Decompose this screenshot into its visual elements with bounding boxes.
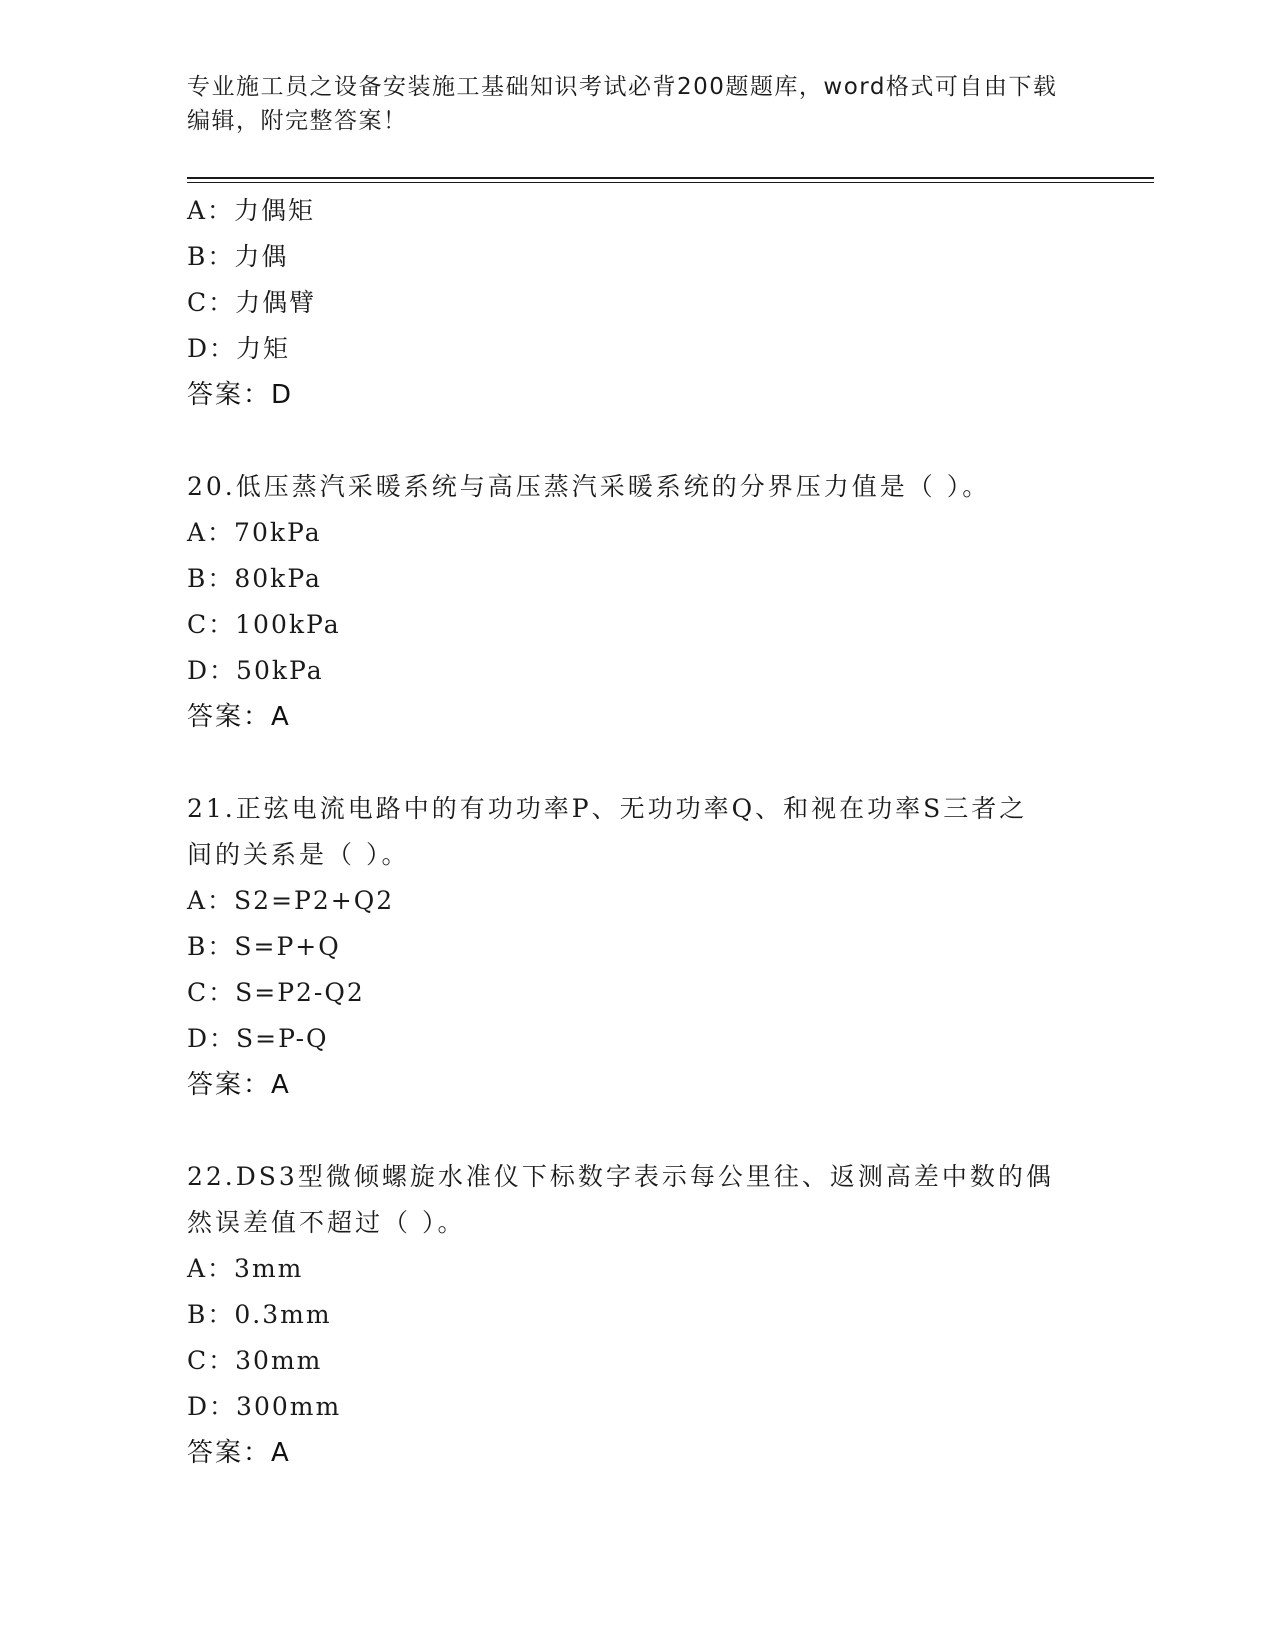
question-block-22 bbox=[187, 1154, 1087, 1476]
option-a: A：S2=P2+Q2 bbox=[187, 886, 395, 915]
option-c: C：力偶臂 bbox=[187, 288, 317, 317]
option-c: C：30mm bbox=[187, 1346, 323, 1375]
answer-line: 答案：A bbox=[187, 1070, 291, 1100]
question-list bbox=[187, 188, 1087, 1476]
option-d: D：50kPa bbox=[187, 656, 324, 685]
answer-line: 答案：A bbox=[187, 702, 291, 732]
option-b: B：0.3mm bbox=[187, 1300, 332, 1329]
option-c: C：S=P2-Q2 bbox=[187, 978, 365, 1007]
spacer bbox=[187, 740, 1087, 786]
spacer bbox=[187, 1108, 1087, 1154]
question-text-line-2: 间的关系是（ ）。 bbox=[187, 840, 410, 869]
option-c: C：100kPa bbox=[187, 610, 341, 639]
question-text-line-2: 然误差值不超过（ ）。 bbox=[187, 1208, 466, 1237]
option-b: B：力偶 bbox=[187, 242, 289, 271]
answer-line: 答案：A bbox=[187, 1438, 291, 1468]
header-line-1: 专业施工员之设备安装施工基础知识考试必背200题题库，word格式可自由下载 bbox=[187, 74, 1058, 100]
option-a: A：70kPa bbox=[187, 518, 322, 547]
option-b: B：S=P+Q bbox=[187, 932, 341, 961]
question-block-20 bbox=[187, 464, 1087, 740]
spacer bbox=[187, 418, 1087, 464]
option-a: A：3mm bbox=[187, 1254, 304, 1283]
option-d: D：300mm bbox=[187, 1392, 342, 1421]
header-line-2: 编辑，附完整答案！ bbox=[187, 108, 408, 134]
question-block-19 bbox=[187, 188, 1087, 418]
option-d: D：力矩 bbox=[187, 334, 291, 363]
question-block-21 bbox=[187, 786, 1087, 1108]
option-b: B：80kPa bbox=[187, 564, 322, 593]
option-a: A：力偶矩 bbox=[187, 196, 316, 225]
header-divider-thick bbox=[187, 177, 1154, 179]
question-text-line-1: 21.正弦电流电路中的有功功率P、无功功率Q、和视在功率S三者之 bbox=[187, 794, 1028, 823]
answer-line: 答案：D bbox=[187, 380, 294, 410]
header-divider-thin bbox=[187, 182, 1154, 183]
question-text-line-1: 22.DS3型微倾螺旋水准仪下标数字表示每公里往、返测高差中数的偶 bbox=[187, 1162, 1054, 1191]
question-text: 20.低压蒸汽采暖系统与高压蒸汽采暖系统的分界压力值是（ ）。 bbox=[187, 472, 991, 501]
option-d: D：S=P-Q bbox=[187, 1024, 329, 1053]
document-header bbox=[187, 70, 1067, 138]
